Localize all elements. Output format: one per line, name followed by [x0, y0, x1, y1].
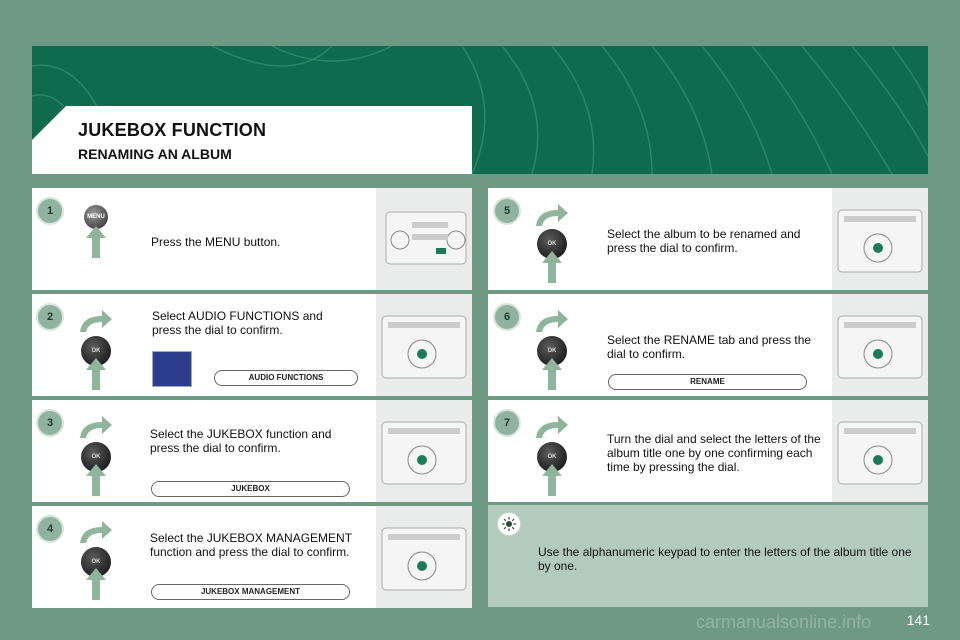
- step-text-7: Turn the dial and select the letters of the album title one by one confirming each time by pressing the dial.: [607, 432, 821, 474]
- radio-panel-thumbnail: [376, 400, 472, 502]
- menu-item-pill: RENAME: [608, 374, 807, 390]
- ok-dial-icon: OK: [537, 229, 567, 259]
- tip-text: Use the alphanumeric keypad to enter the letters of the album title one by one.: [538, 545, 912, 573]
- ok-dial-icon: OK: [81, 442, 111, 472]
- radio-panel-thumbnail: [832, 400, 928, 502]
- turn-arrow-icon: [534, 414, 570, 440]
- turn-arrow-icon: [534, 308, 570, 334]
- step-text-3: Select the JUKEBOX function and press the dial to confirm.: [150, 427, 332, 455]
- page-subtitle: RENAMING AN ALBUM: [78, 146, 232, 162]
- radio-panel-thumbnail: [832, 188, 928, 290]
- press-arrow-icon: [86, 464, 106, 496]
- press-arrow-icon: [86, 358, 106, 390]
- radio-panel-thumbnail: [376, 294, 472, 396]
- menu-item-pill: JUKEBOX: [151, 481, 350, 497]
- step-text-5: Select the album to be renamed and press the dial to confirm.: [607, 227, 801, 255]
- menu-item-pill: JUKEBOX MANAGEMENT: [151, 584, 350, 600]
- radio-panel-thumbnail: [832, 294, 928, 396]
- turn-arrow-icon: [78, 519, 114, 545]
- turn-arrow-icon: [534, 202, 570, 228]
- usb-media-icon: [152, 351, 192, 387]
- ok-dial-icon: OK: [537, 442, 567, 472]
- ok-dial-icon: OK: [81, 336, 111, 366]
- ok-dial-icon: OK: [81, 547, 111, 577]
- press-arrow-icon: [542, 358, 562, 390]
- step-number-6: 6: [493, 303, 521, 331]
- step-number-3: 3: [36, 409, 64, 437]
- step-text-4: Select the JUKEBOX MANAGEMENT function and press the dial to confirm.: [150, 531, 352, 559]
- page-number: 141: [906, 612, 930, 628]
- step-text-2: Select AUDIO FUNCTIONS and press the dial to confirm.: [152, 309, 323, 337]
- radio-panel-thumbnail: [376, 506, 472, 608]
- menu-button-icon: MENU: [84, 205, 108, 229]
- page-title: JUKEBOX FUNCTION: [78, 120, 267, 140]
- title-notch: [32, 106, 66, 140]
- radio-panel-thumbnail: [376, 188, 472, 290]
- step-text-1: Press the MENU button.: [151, 235, 281, 249]
- step-number-2: 2: [36, 303, 64, 331]
- step-number-1: 1: [36, 197, 64, 225]
- turn-arrow-icon: [78, 414, 114, 440]
- watermark: carmanualsonline.info: [696, 612, 872, 632]
- ok-dial-icon: OK: [537, 336, 567, 366]
- press-arrow-icon: [542, 251, 562, 283]
- lightbulb-icon: [497, 512, 521, 536]
- press-arrow-icon: [86, 226, 106, 258]
- step-text-6: Select the RENAME tab and press the dial to confirm.: [607, 333, 812, 361]
- turn-arrow-icon: [78, 308, 114, 334]
- press-arrow-icon: [86, 568, 106, 600]
- step-number-4: 4: [36, 515, 64, 543]
- step-number-5: 5: [493, 197, 521, 225]
- press-arrow-icon: [542, 464, 562, 496]
- step-number-7: 7: [493, 409, 521, 437]
- menu-item-pill: AUDIO FUNCTIONS: [214, 370, 358, 386]
